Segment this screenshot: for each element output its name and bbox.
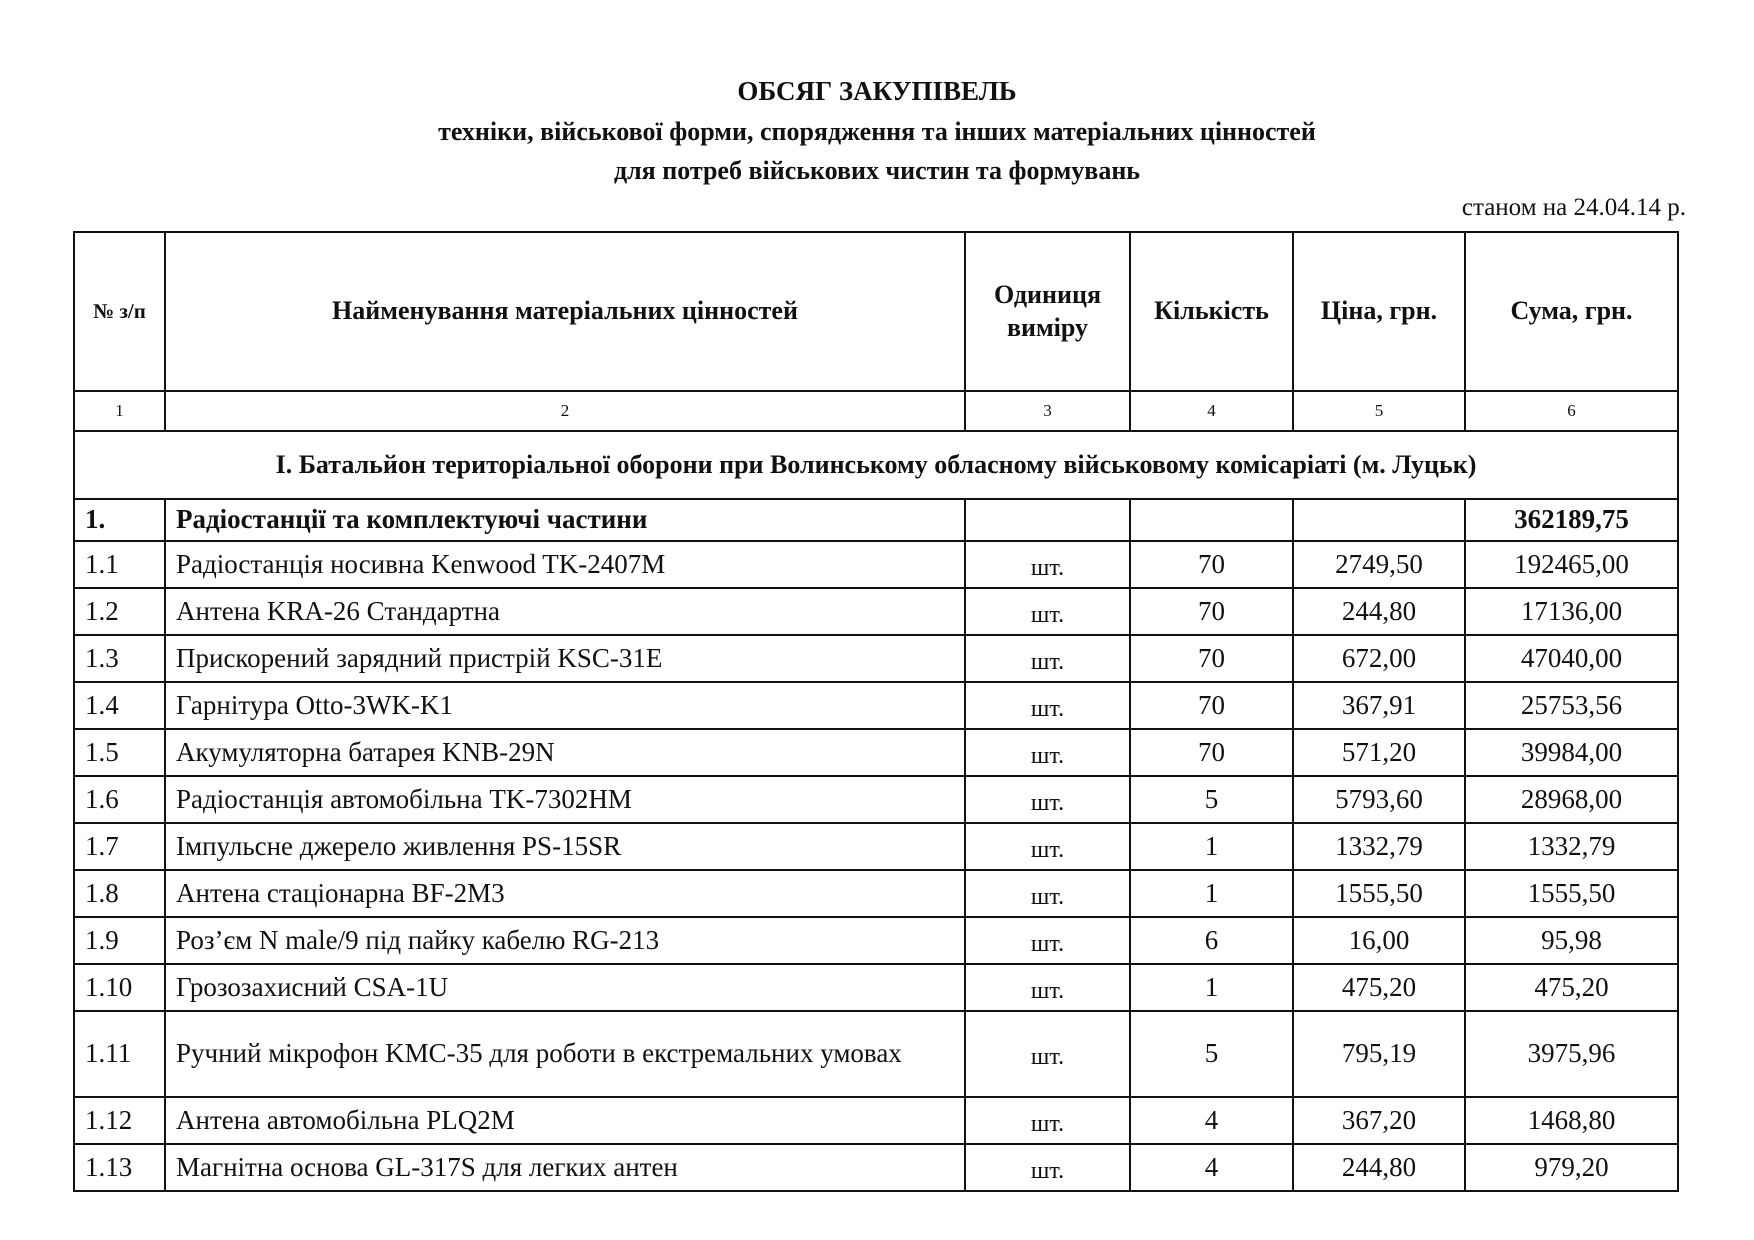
header-sum: Сума, грн. <box>1465 232 1678 391</box>
item-name: Антена автомобільна PLQ2M <box>165 1097 965 1144</box>
item-name: Ручний мікрофон KMC-35 для роботи в екстремальних умовах <box>165 1011 965 1097</box>
item-quantity: 6 <box>1130 917 1293 964</box>
row-number: 1.6 <box>74 776 165 823</box>
item-unit: шт. <box>965 776 1130 823</box>
table-row <box>74 1097 1678 1144</box>
item-sum: 95,98 <box>1465 917 1678 964</box>
item-sum: 1555,50 <box>1465 870 1678 917</box>
item-sum: 1332,79 <box>1465 823 1678 870</box>
group-qty-empty <box>1130 499 1293 541</box>
item-price: 475,20 <box>1293 964 1465 1011</box>
item-price: 244,80 <box>1293 588 1465 635</box>
header-row <box>74 232 1678 391</box>
table-row <box>74 1011 1678 1097</box>
item-quantity: 70 <box>1130 682 1293 729</box>
item-unit: шт. <box>965 588 1130 635</box>
group-unit-empty <box>965 499 1130 541</box>
group-name: Радіостанції та комплектуючі частини <box>165 499 965 541</box>
item-quantity: 1 <box>1130 823 1293 870</box>
row-number: 1.11 <box>74 1011 165 1097</box>
item-name: Антена стаціонарна BF-2M3 <box>165 870 965 917</box>
item-quantity: 1 <box>1130 964 1293 1011</box>
item-price: 2749,50 <box>1293 541 1465 588</box>
column-number: 6 <box>1465 391 1678 431</box>
item-name: Магнітна основа GL-317S для легких антен <box>165 1144 965 1191</box>
item-unit: шт. <box>965 917 1130 964</box>
item-name: Прискорений зарядний пристрій KSC-31E <box>165 635 965 682</box>
row-number: 1.2 <box>74 588 165 635</box>
item-unit: шт. <box>965 823 1130 870</box>
procurement-table <box>73 231 1679 1192</box>
header-price: Ціна, грн. <box>1293 232 1465 391</box>
item-name: Акумуляторна батарея KNB-29N <box>165 729 965 776</box>
row-number: 1.13 <box>74 1144 165 1191</box>
table-row <box>74 823 1678 870</box>
table-row <box>74 541 1678 588</box>
item-price: 244,80 <box>1293 1144 1465 1191</box>
item-price: 795,19 <box>1293 1011 1465 1097</box>
table-row <box>74 682 1678 729</box>
column-number: 5 <box>1293 391 1465 431</box>
table-row <box>74 917 1678 964</box>
item-unit: шт. <box>965 541 1130 588</box>
item-sum: 3975,96 <box>1465 1011 1678 1097</box>
item-price: 367,20 <box>1293 1097 1465 1144</box>
item-unit: шт. <box>965 1011 1130 1097</box>
item-price: 367,91 <box>1293 682 1465 729</box>
table-row <box>74 964 1678 1011</box>
item-quantity: 1 <box>1130 870 1293 917</box>
item-sum: 979,20 <box>1465 1144 1678 1191</box>
item-name: Антена KRA-26 Стандартна <box>165 588 965 635</box>
group-price-empty <box>1293 499 1465 541</box>
row-number: 1.7 <box>74 823 165 870</box>
item-quantity: 70 <box>1130 635 1293 682</box>
row-number: 1.8 <box>74 870 165 917</box>
table-row <box>74 1144 1678 1191</box>
item-sum: 17136,00 <box>1465 588 1678 635</box>
item-price: 672,00 <box>1293 635 1465 682</box>
item-unit: шт. <box>965 635 1130 682</box>
header-quantity: Кількість <box>1130 232 1293 391</box>
item-unit: шт. <box>965 870 1130 917</box>
item-name: Імпульсне джерело живлення PS-15SR <box>165 823 965 870</box>
row-number: 1.9 <box>74 917 165 964</box>
item-quantity: 4 <box>1130 1144 1293 1191</box>
item-price: 1332,79 <box>1293 823 1465 870</box>
header-name: Найменування матеріальних цінностей <box>165 232 965 391</box>
item-name: Роз’єм N male/9 під пайку кабелю RG-213 <box>165 917 965 964</box>
column-number: 2 <box>165 391 965 431</box>
column-number: 4 <box>1130 391 1293 431</box>
item-name: Радіостанція автомобільна TK-7302HM <box>165 776 965 823</box>
item-price: 1555,50 <box>1293 870 1465 917</box>
item-name: Радіостанція носивна Kenwood TK-2407M <box>165 541 965 588</box>
group-total: 362189,75 <box>1465 499 1678 541</box>
column-number: 3 <box>965 391 1130 431</box>
item-quantity: 70 <box>1130 729 1293 776</box>
item-sum: 39984,00 <box>1465 729 1678 776</box>
row-number: 1.12 <box>74 1097 165 1144</box>
row-number: 1.1 <box>74 541 165 588</box>
item-quantity: 70 <box>1130 541 1293 588</box>
item-unit: шт. <box>965 1097 1130 1144</box>
item-unit: шт. <box>965 682 1130 729</box>
table-row <box>74 635 1678 682</box>
document-subtitle-line1: техніки, військової форми, спорядження та інших матеріальних цінностей <box>438 117 1316 146</box>
table-row <box>74 729 1678 776</box>
group-row <box>74 499 1678 541</box>
item-price: 5793,60 <box>1293 776 1465 823</box>
row-number: 1.10 <box>74 964 165 1011</box>
row-number: 1.3 <box>74 635 165 682</box>
group-number: 1. <box>74 499 165 541</box>
table-row <box>74 870 1678 917</box>
item-unit: шт. <box>965 1144 1130 1191</box>
item-sum: 1468,80 <box>1465 1097 1678 1144</box>
header-unit-label: Одиниця виміру <box>993 280 1102 342</box>
document-title: ОБСЯГ ЗАКУПІВЕЛЬ <box>737 76 1017 106</box>
item-name: Гарнітура Otto-3WK-K1 <box>165 682 965 729</box>
column-number-row <box>74 391 1678 431</box>
item-quantity: 5 <box>1130 776 1293 823</box>
row-number: 1.4 <box>74 682 165 729</box>
section-title: I. Батальйон територіальної оборони при Волинському обласному військовому комісаріаті (м. Луцьк) <box>74 431 1678 499</box>
table-row <box>74 588 1678 635</box>
document-subtitle-line2: для потреб військових чистин та формувань <box>613 156 1141 185</box>
row-number: 1.5 <box>74 729 165 776</box>
item-sum: 192465,00 <box>1465 541 1678 588</box>
item-unit: шт. <box>965 964 1130 1011</box>
item-sum: 475,20 <box>1465 964 1678 1011</box>
item-sum: 28968,00 <box>1465 776 1678 823</box>
as-of-date: станом на 24.04.14 р. <box>1461 194 1686 221</box>
table-row <box>74 776 1678 823</box>
item-unit: шт. <box>965 729 1130 776</box>
header-unit <box>965 232 1130 391</box>
column-number: 1 <box>74 391 165 431</box>
item-quantity: 4 <box>1130 1097 1293 1144</box>
item-quantity: 5 <box>1130 1011 1293 1097</box>
item-price: 16,00 <box>1293 917 1465 964</box>
item-sum: 47040,00 <box>1465 635 1678 682</box>
item-sum: 25753,56 <box>1465 682 1678 729</box>
item-price: 571,20 <box>1293 729 1465 776</box>
section-row <box>74 431 1678 499</box>
item-name: Грозозахисний CSA-1U <box>165 964 965 1011</box>
header-number: № з/п <box>74 232 165 391</box>
item-quantity: 70 <box>1130 588 1293 635</box>
